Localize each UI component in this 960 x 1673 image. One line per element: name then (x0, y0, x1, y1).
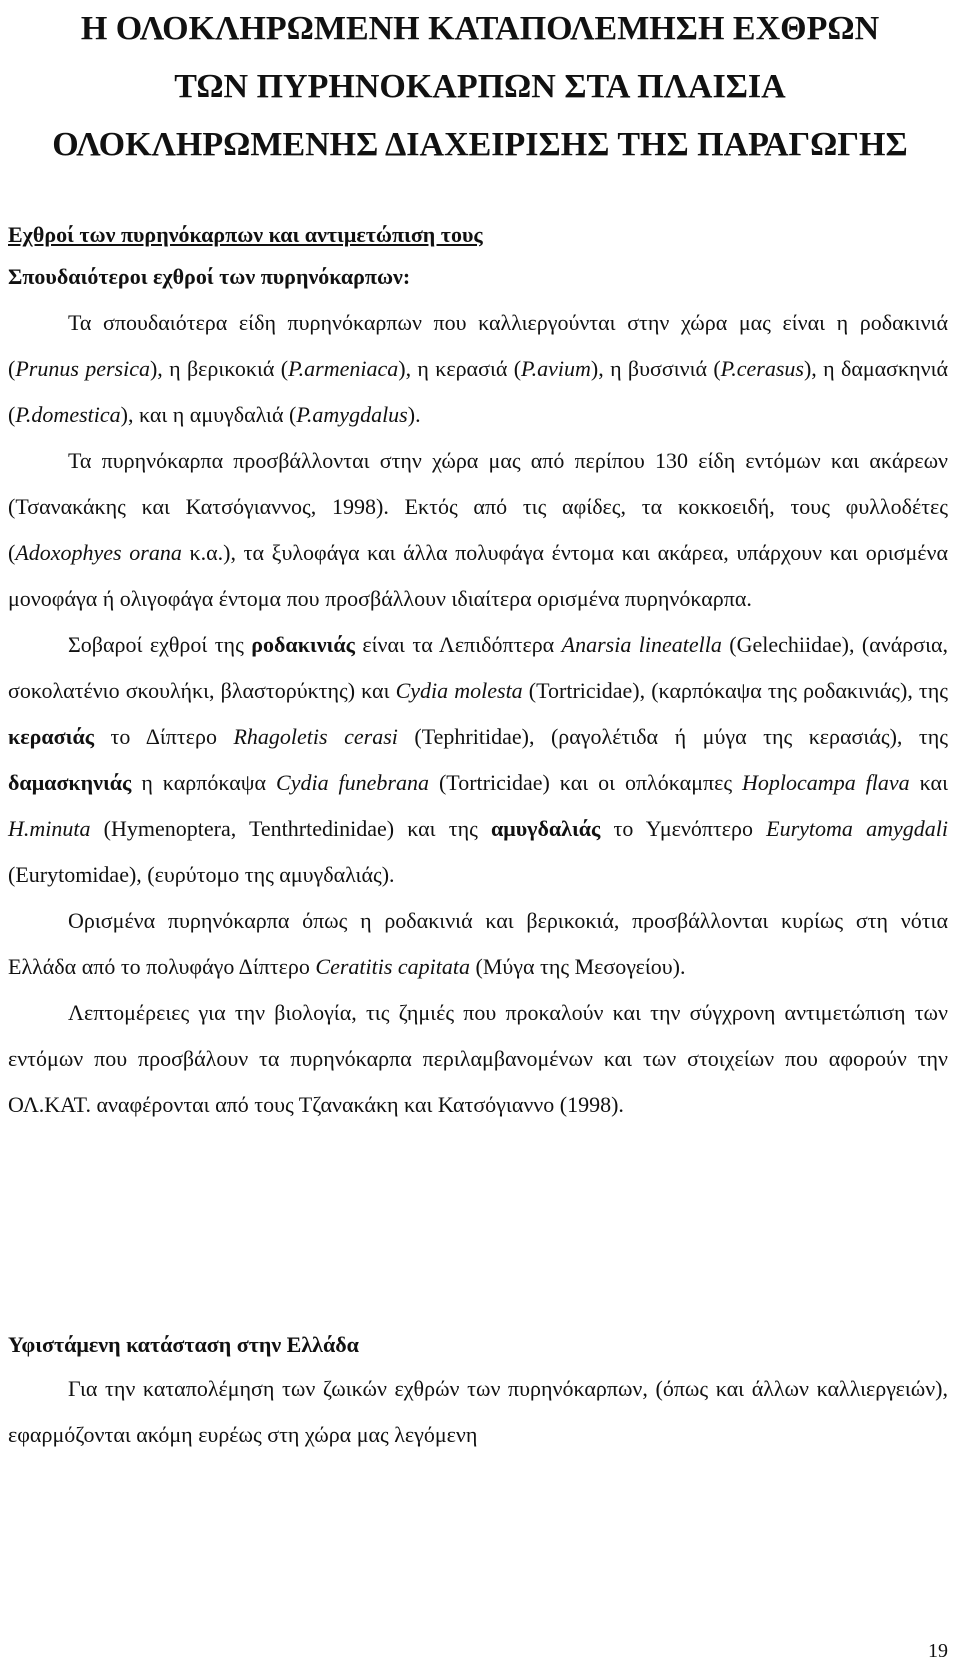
text-run: το Υμενόπτερο (600, 816, 767, 841)
text-run: (Eurytomidae), (ευρύτομο της αμυγδαλιάς). (8, 862, 395, 887)
species-name: Prunus persica (15, 356, 150, 381)
paragraph (8, 438, 948, 622)
text-run: είναι τα Λεπιδόπτερα (354, 632, 562, 657)
section-body (8, 300, 948, 1128)
text-run: Σοβαροί εχθροί της (68, 632, 252, 657)
text-run: (Tephritidae), (ραγολέτιδα ή μύγα της κερασιάς), της (397, 724, 948, 749)
host-plant: αμυγδαλιάς (490, 816, 601, 841)
section-heading: Υφιστάμενη κατάσταση στην Ελλάδα (8, 1332, 359, 1357)
host-plant: ροδακινιάς (251, 632, 355, 657)
text-run: κ.α.), τα ξυλοφάγα και άλλα πολυφάγα έντομα και ακάρεα, υπάρχουν και ορισμένα μονοφάγα ή ολιγοφάγα έντομα που προσβάλλουν ιδιαίτερα ορισμένα πυρηνόκαρπα. (8, 540, 949, 611)
species-name: Adoxophyes orana (15, 540, 182, 565)
title-line: ΟΛΟΚΛΗΡΩΜΕΝΗΣ ΔΙΑΧΕΙΡΙΣΗΣ ΤΗΣ ΠΑΡΑΓΩΓΗΣ (52, 126, 908, 163)
host-plant: κερασιάς (8, 724, 95, 749)
text-run: (Tortricidae) και οι οπλόκαμπες (429, 770, 743, 795)
species-name: Ceratitis capitata (315, 954, 471, 979)
paragraph (8, 898, 948, 990)
species-name: P.domestica (15, 402, 121, 427)
species-name: P.cerasus (720, 356, 804, 381)
section-heading: Εχθροί των πυρηνόκαρπων και αντιμετώπιση τους (8, 222, 483, 247)
text-run: (Gelechiidae), (ανάρσια, σοκολατένιο σκουλήκι, βλαστορύκτης) και (8, 632, 949, 703)
species-name: Cydia molesta (395, 678, 523, 703)
species-name: P.amygdalus (296, 402, 408, 427)
text-run: (Tortricidae), (καρπόκαψα της ροδακινιάς), της (522, 678, 948, 703)
paragraph: Για την καταπολέμηση των ζωικών εχθρών των πυρηνόκαρπων, (όπως και άλλων καλλιεργειών), εφαρμόζονται ακόμη ευρέως στη χώρα μας λεγόμενη (8, 1376, 948, 1447)
species-name: H.minuta (8, 816, 91, 841)
text-run: ), και η αμυγδαλιά ( (120, 402, 297, 427)
species-name: Anarsia lineatella (561, 632, 722, 657)
section-body (8, 1366, 948, 1458)
paragraph (8, 300, 948, 438)
species-name: P.avium (521, 356, 591, 381)
species-name: Rhagoletis cerasi (233, 724, 398, 749)
species-name: Cydia funebrana (276, 770, 429, 795)
text-run: ), η δαμασκηνιά ( (8, 356, 949, 427)
text-run: Ορισμένα πυρηνόκαρπα όπως η ροδακινιά και βερικοκιά, προσβάλλονται κυρίως στη νότια Ελλάδα από το πολυφάγο Δίπτερο (8, 908, 948, 979)
text-run: ), η κερασιά ( (398, 356, 522, 381)
text-run: η καρπόκαψα (131, 770, 277, 795)
text-run: ). (407, 402, 421, 427)
document-title (0, 0, 960, 174)
paragraph (8, 622, 948, 898)
paragraph: Λεπτομέρειες για την βιολογία, τις ζημιές που προκαλούν και την σύγχρονη αντιμετώπιση των εντόμων που προσβάλουν τα πυρηνόκαρπα περιλαμβανομένων και των στοιχείων που αφορούν την ΟΛ.ΚΑΤ. αναφέρονται από τους Τζανακάκη και Κατσόγιαννο (1998). (8, 1000, 948, 1117)
species-name: P.armeniaca (288, 356, 399, 381)
text-run: και (909, 770, 948, 795)
text-run: το Δίπτερο (94, 724, 234, 749)
title-line: Η ΟΛΟΚΛΗΡΩΜΕΝΗ ΚΑΤΑΠΟΛΕΜΗΣΗ ΕΧΘΡΩΝ (80, 10, 880, 47)
page-number: 19 (928, 1640, 948, 1662)
title-line: ΤΩΝ ΠΥΡΗΝΟΚΑΡΠΩΝ ΣΤΑ ΠΛΑΙΣΙΑ (174, 68, 786, 105)
species-name: Eurytoma amygdali (766, 816, 948, 841)
species-name: Hoplocampa flava (742, 770, 910, 795)
text-run: ), η βυσσινιά ( (590, 356, 721, 381)
text-run: Τα σπουδαιότερα είδη πυρηνόκαρπων που καλλιεργούνται στην χώρα μας είναι η ροδακινιά ( (8, 310, 948, 381)
text-run: ), η βερικοκιά ( (149, 356, 289, 381)
host-plant: δαμασκηνιάς (8, 770, 132, 795)
text-run: Τα πυρηνόκαρπα προσβάλλονται στην χώρα μας από περίπου 130 είδη εντόμων και ακάρεων (Τσανακάκης και Κατσόγιαννος, 1998). Εκτός από τις αφίδες, τα κοκκοειδή, τους φυλλοδέτες ( (8, 448, 948, 565)
text-run: (Hymenoptera, Tenthrtedinidae) και της (90, 816, 491, 841)
section-subheading: Σπουδαιότεροι εχθροί των πυρηνόκαρπων: (8, 264, 411, 289)
text-run: (Μύγα της Μεσογείου). (470, 954, 686, 979)
